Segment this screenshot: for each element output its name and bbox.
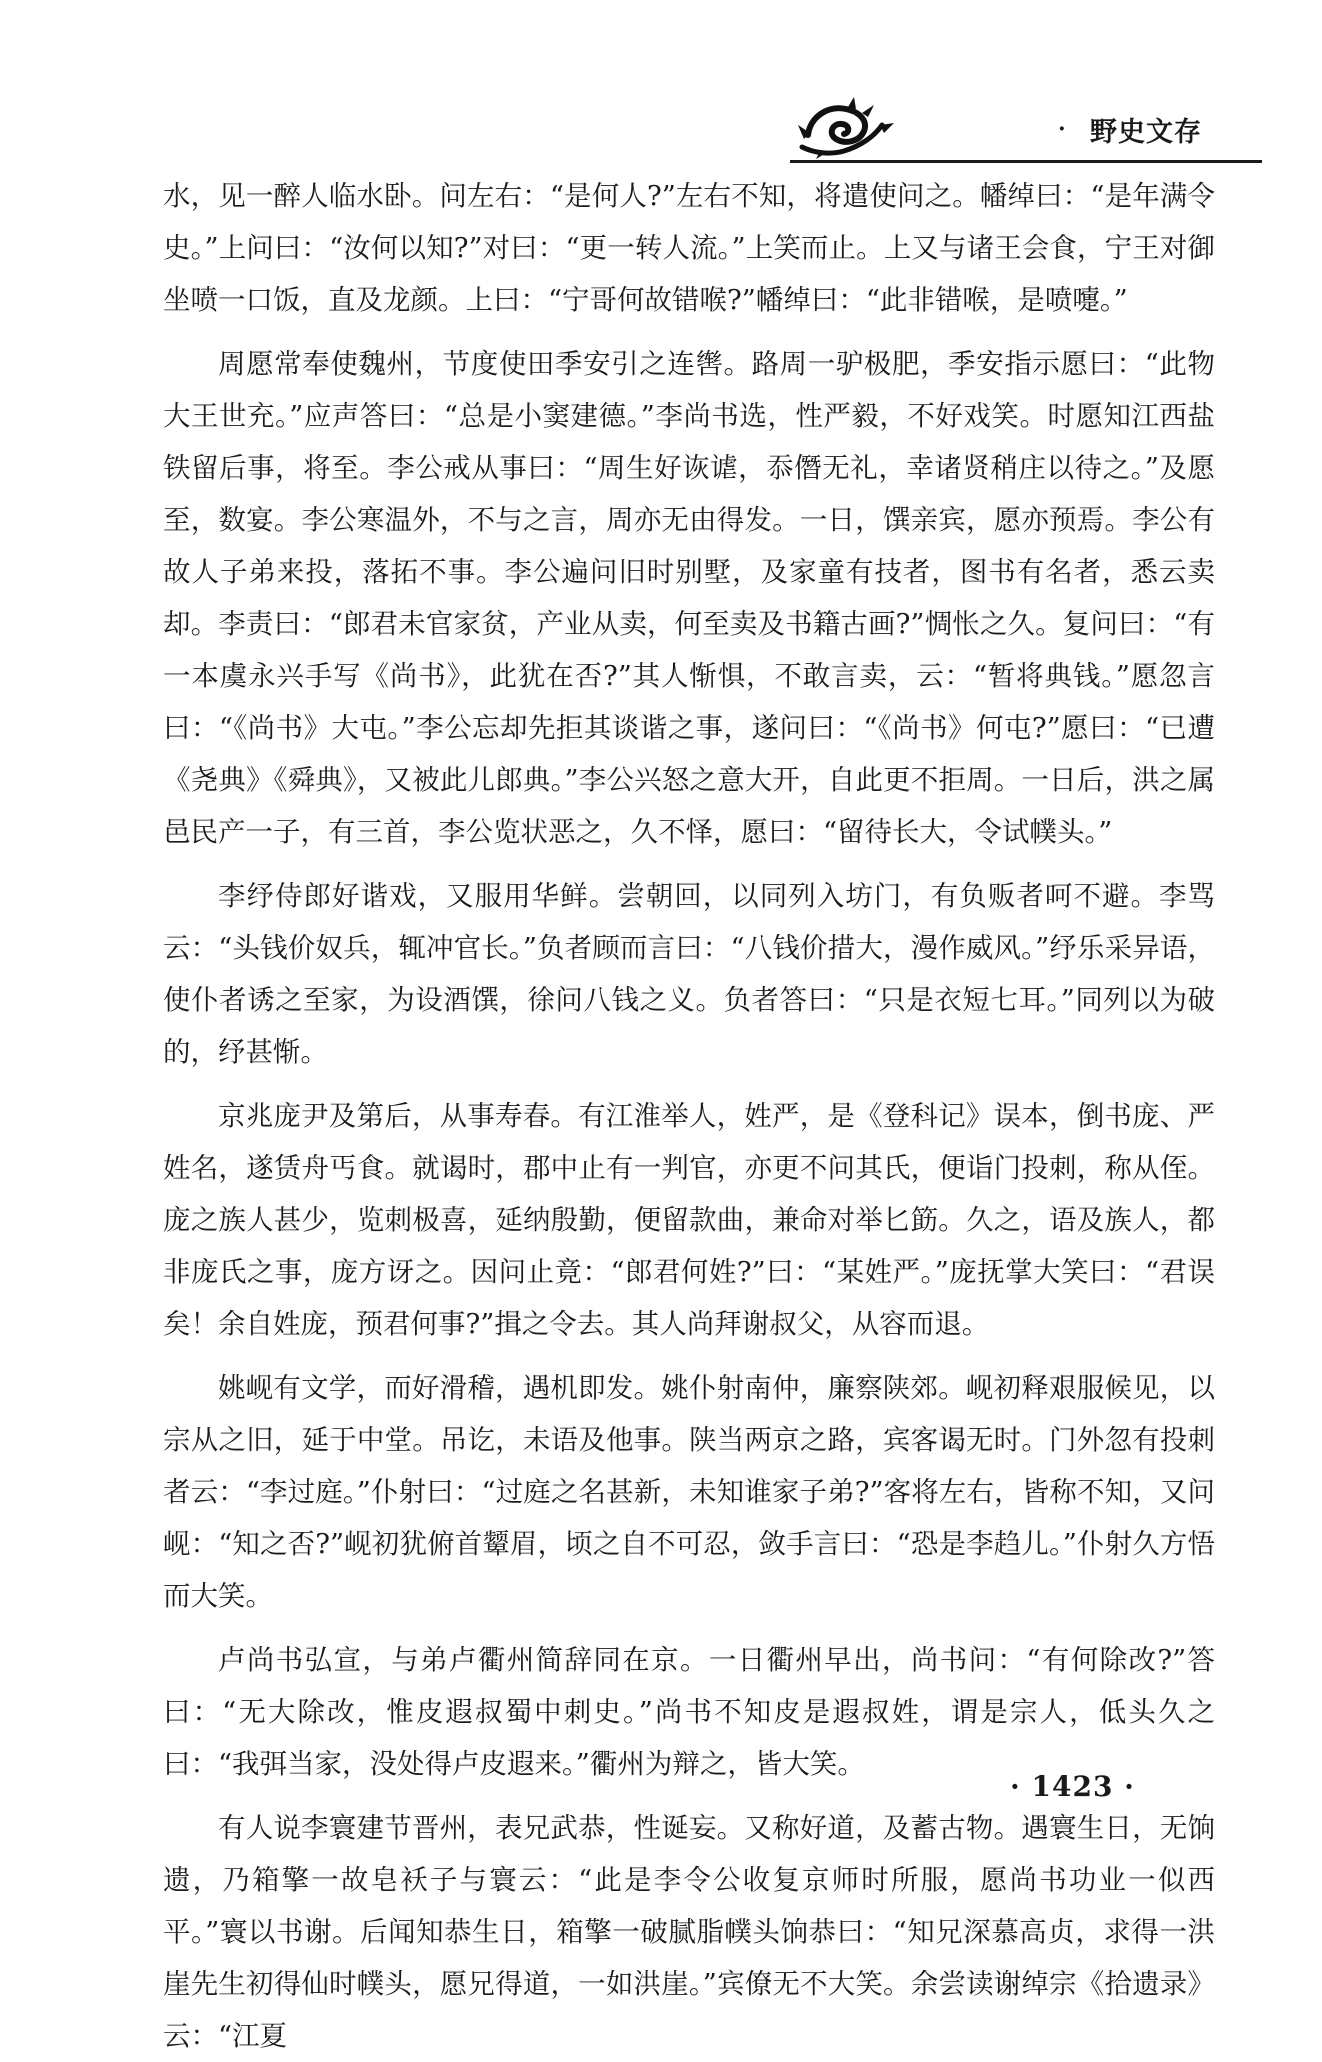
paragraph: 水，见一醉人临水卧。问左右：“是何人?”左右不知，将遣使问之。幡绰曰：“是年满令史。”上问曰：“汝何以知?”对曰：“更一转人流。”上笑而止。上又与诸王会食，宁王对御坐喷一口饭，直及龙颜。上曰：“宁哥何故错喉?”幡绰曰：“此非错喉，是喷嚏。” bbox=[163, 180, 1215, 316]
paragraph: 周愿常奉使魏州，节度使田季安引之连辔。路周一驴极肥，季安指示愿曰：“此物大王世充。”应声答曰：“总是小窦建德。”李尚书选，性严毅，不好戏笑。时愿知江西盐铁留后事，将至。李公戒从事曰：“周生好诙谑，忝僭无礼，幸诸贤稍庄以待之。”及愿至，数宴。李公寒温外，不与之言，周亦无由得发。一日，馔亲宾，愿亦预焉。李公有故人子弟来投，落拓不事。李公遍问旧时别墅，及家童有技者，图书有名者，悉云卖却。李责曰：“郎君未官家贫，产业从卖，何至卖及书籍古画?”惆怅之久。复问曰：“有一本虞永兴手写《尚书》，此犹在否?”其人惭惧，不敢言卖，云：“暂将典钱。”愿忽言曰：“《尚书》大屯。”李公忘却先拒其谈谐之事，遂问曰：“《尚书》何屯?”愿曰：“已遭《尧典》《舜典》，又被此儿郎典。”李公兴怒之意大开，自此更不拒周。一日后，洪之属邑民产一子，有三首，李公览状恶之，久不怿，愿曰：“留待长大，令试幞头。” bbox=[163, 348, 1215, 848]
header-rule bbox=[790, 160, 1262, 163]
paragraph: 姚岘有文学，而好滑稽，遇机即发。姚仆射南仲，廉察陕郊。岘初释艰服候见，以宗从之旧，延于中堂。吊讫，未语及他事。陕当两京之路，宾客谒无时。门外忽有投刺者云：“李过庭。”仆射曰：“过庭之名甚新，未知谁家子弟?”客将左右，皆称不知，又问岘：“知之否?”岘初犹俯首颦眉，顷之自不可忍，敛手言曰：“恐是李趋儿。”仆射久方悟而大笑。 bbox=[163, 1372, 1215, 1612]
paragraph: 卢尚书弘宣，与弟卢衢州简辞同在京。一日衢州早出，尚书问：“有何除改?”答曰：“无大除改，惟皮遐叔蜀中刺史。”尚书不知皮是遐叔姓，谓是宗人，低头久之曰：“我弭当家，没处得卢皮遐来。”衢州为辩之，皆大笑。 bbox=[163, 1644, 1215, 1780]
header-title: 野史文存 bbox=[1090, 117, 1202, 148]
paragraph: 京兆庞尹及第后，从事寿春。有江淮举人，姓严，是《登科记》误本，倒书庞、严姓名，遂赁舟丐食。就谒时，郡中止有一判官，亦更不问其氏，便诣门投刺，称从侄。庞之族人甚少，览刺极喜，延纳殷勤，便留款曲，兼命对举匕筯。久之，语及族人，都非庞氏之事，庞方讶之。因问止竟：“郎君何姓?”曰：“某姓严。”庞抚掌大笑曰：“君误矣！余自姓庞，预君何事?”揖之令去。其人尚拜谢叔父，从容而退。 bbox=[163, 1100, 1215, 1340]
page-number: · 1423 · bbox=[1010, 1770, 1135, 1803]
paragraph: 有人说李寰建节晋州，表兄武恭，性诞妄。又称好道，及蓄古物。遇寰生日，无饷遗，乃箱擎一故皂袄子与寰云：“此是李令公收复京师时所服，愿尚书功业一似西平。”寰以书谢。后闻知恭生日，箱擎一破腻脂幞头饷恭曰：“知兄深慕高贞，求得一洪崖先生初得仙时幞头，愿兄得道，一如洪崖。”宾僚无不大笑。余尝读谢绰宗《拾遗录》云：“江夏 bbox=[163, 1812, 1215, 2052]
dragon-emblem-icon bbox=[790, 95, 900, 161]
header-dot: · bbox=[1058, 116, 1066, 142]
paragraph: 李纾侍郎好谐戏，又服用华鲜。尝朝回，以同列入坊门，有负贩者呵不避。李骂云：“头钱价奴兵，辄冲官长。”负者顾而言曰：“八钱价措大，漫作威风。”纾乐采异语，使仆者诱之至家，为设酒馔，徐问八钱之义。负者答曰：“只是衣短七耳。”同列以为破的，纾甚惭。 bbox=[163, 880, 1215, 1068]
